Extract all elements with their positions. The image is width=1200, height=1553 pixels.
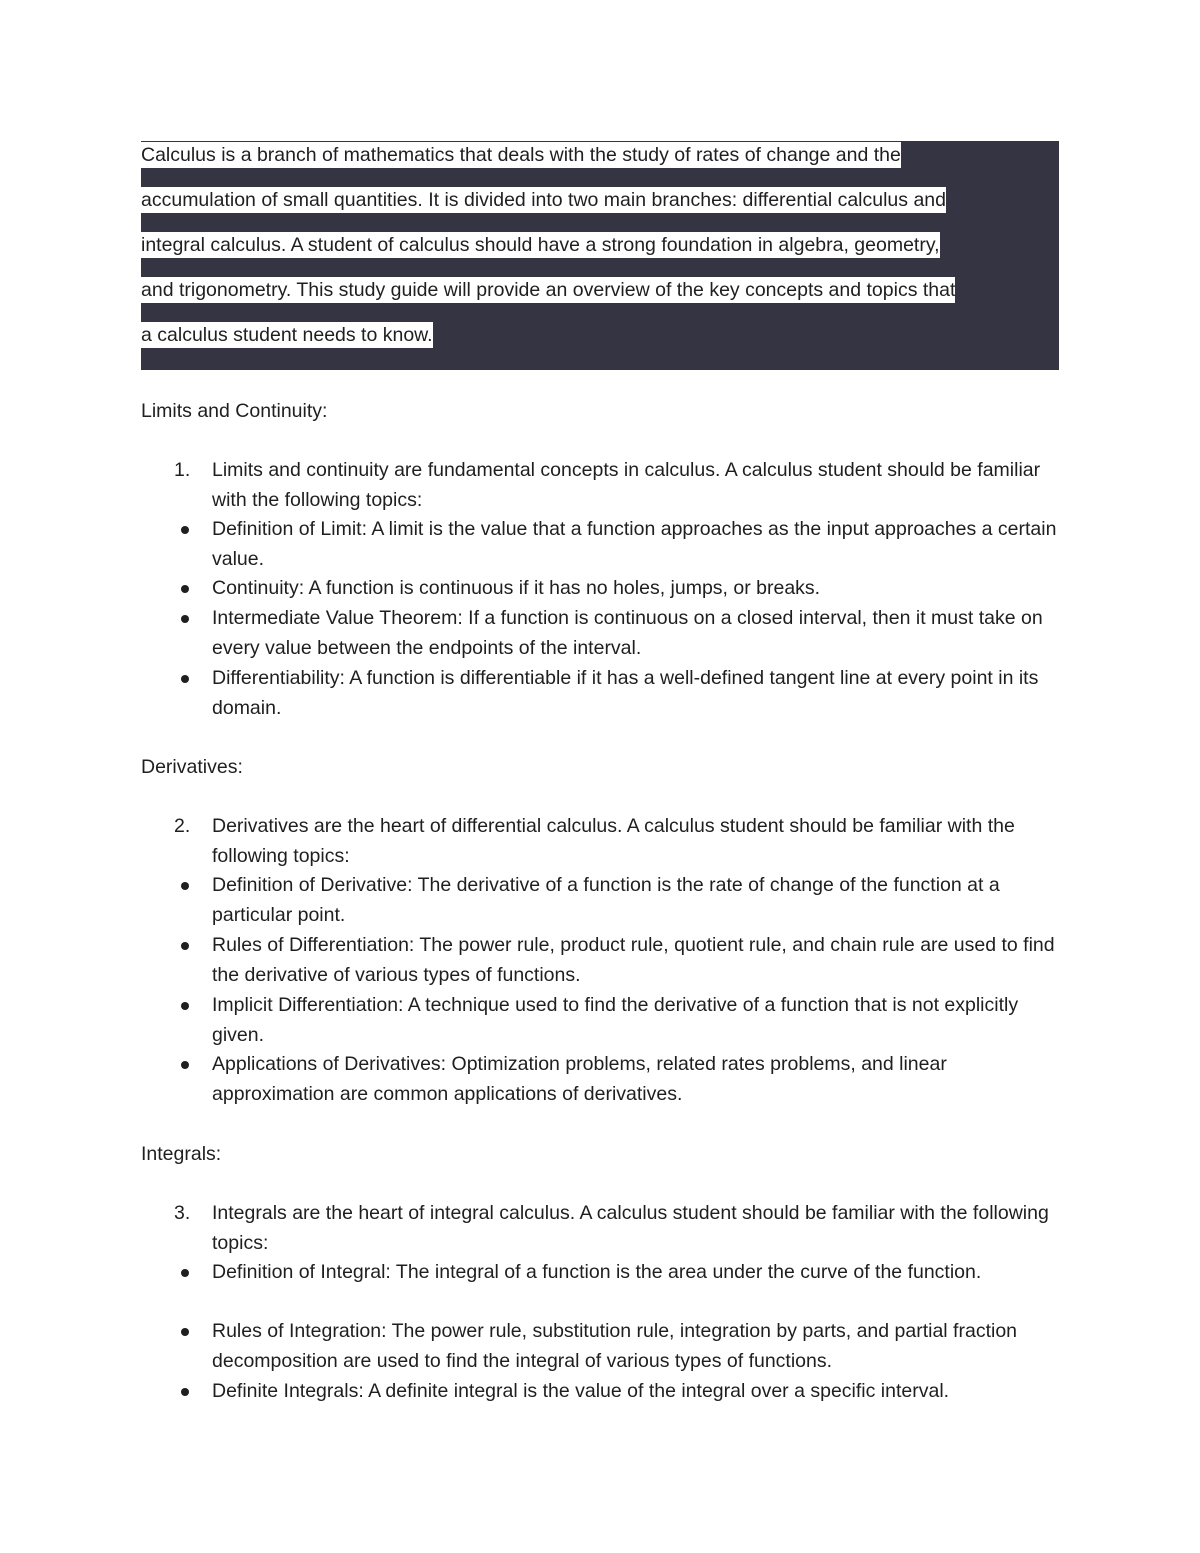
bullet-icon (181, 882, 189, 890)
intro-line: Calculus is a branch of mathematics that deals with the study of rates of change and the (141, 144, 901, 166)
bullet-text: Intermediate Value Theorem: If a function is continuous on a closed interval, then it must take on every value between the endpoints of the interval. (212, 607, 1043, 659)
section-heading-limits: Limits and Continuity: (141, 400, 328, 422)
bullet-text: Differentiability: A function is differentiable if it has a well-defined tangent line at every point in its domain. (212, 667, 1039, 719)
bullet-icon (181, 1002, 189, 1010)
list-number: 2. (174, 815, 191, 837)
bullet-icon (181, 526, 189, 534)
bullet-text: Definition of Limit: A limit is the value that a function approaches as the input approaches a certain value. (212, 518, 1057, 570)
bullet-icon (181, 1328, 189, 1336)
numbered-item-text: Derivatives are the heart of differential calculus. A calculus student should be familiar with the following topics: (212, 815, 1015, 867)
bullet-icon (181, 585, 189, 593)
bullet-text: Continuity: A function is continuous if it has no holes, jumps, or breaks. (212, 577, 821, 599)
bullet-icon (181, 1269, 189, 1277)
bullet-icon (181, 942, 189, 950)
intro-line: accumulation of small quantities. It is divided into two main branches: differential calculus and (141, 189, 946, 211)
bullet-text: Rules of Integration: The power rule, substitution rule, integration by parts, and partial fraction decomposition are used to find the integral of various types of functions. (212, 1320, 1018, 1372)
numbered-item-text: Integrals are the heart of integral calculus. A calculus student should be familiar with the following topics: (212, 1202, 1049, 1254)
bullet-icon (181, 615, 189, 623)
intro-line: and trigonometry. This study guide will provide an overview of the key concepts and topics that (141, 279, 956, 301)
bullet-text: Implicit Differentiation: A technique used to find the derivative of a function that is not explicitly given. (212, 994, 1019, 1046)
numbered-item-text: Limits and continuity are fundamental concepts in calculus. A calculus student should be familiar with the following topics: (212, 459, 1041, 511)
bullet-text: Definite Integrals: A definite integral is the value of the integral over a specific interval. (212, 1380, 950, 1402)
bullet-icon (181, 1061, 189, 1069)
bullet-text: Definition of Integral: The integral of a function is the area under the curve of the function. (212, 1261, 982, 1283)
list-number: 1. (174, 459, 191, 481)
bullet-text: Rules of Differentiation: The power rule, product rule, quotient rule, and chain rule are used to find the derivative of various types of functions. (212, 934, 1055, 986)
section-heading-integrals: Integrals: (141, 1143, 222, 1165)
intro-line: a calculus student needs to know. (141, 324, 433, 346)
bullet-icon (181, 1388, 189, 1396)
list-number: 3. (174, 1202, 191, 1224)
bullet-icon (181, 675, 189, 683)
section-heading-derivatives: Derivatives: (141, 756, 243, 778)
bullet-text: Applications of Derivatives: Optimization problems, related rates problems, and linear approximation are common applications of derivatives. (212, 1053, 947, 1105)
bullet-text: Definition of Derivative: The derivative of a function is the rate of change of the function at a particular point. (212, 874, 1000, 926)
intro-line: integral calculus. A student of calculus should have a strong foundation in algebra, geometry, (141, 234, 940, 256)
